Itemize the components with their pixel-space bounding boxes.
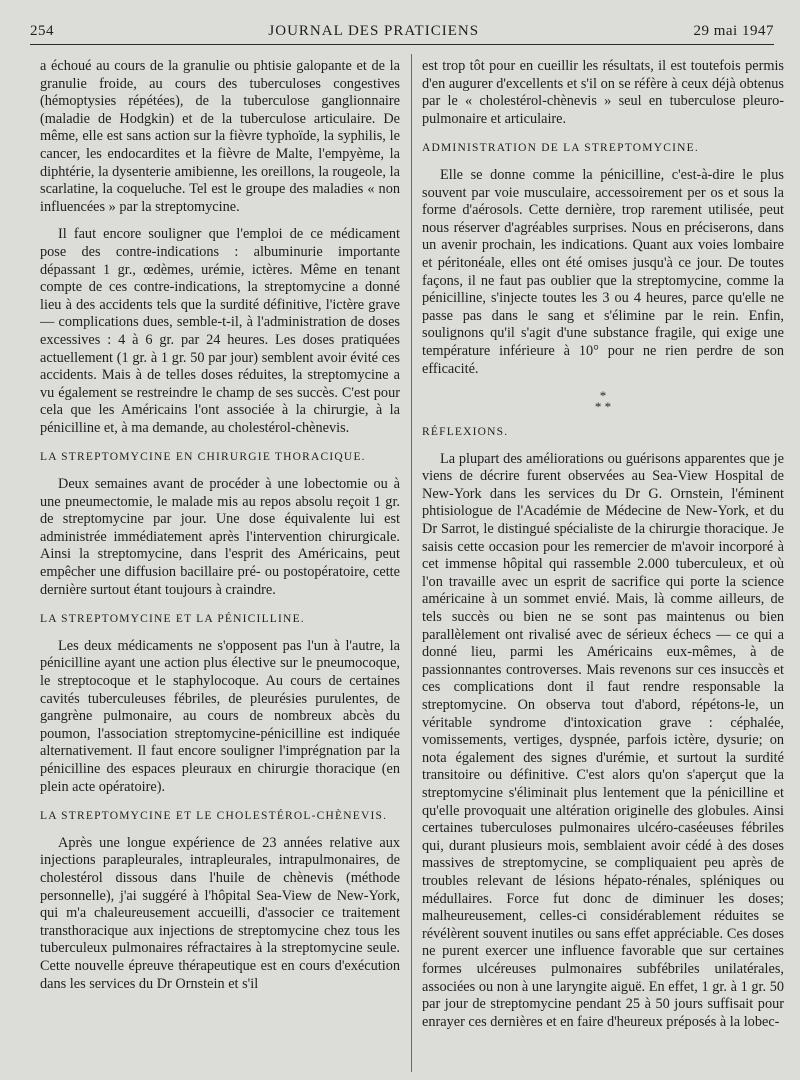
journal-title: JOURNAL DES PRATICIENS [268,22,480,39]
separator-stars: * * [594,399,612,415]
paragraph: Les deux médicaments ne s'opposent pas l'un à l'autre, la pénicilline ayant une action plus élective sur le pneumocoque, le streptocoque et le staphylocoque. Au cours de certaines cavités tuberculeuses fébriles, de pleurésies purulentes, de gangrène pulmonaire, au cours de nombreux abcès du poumon, l'association streptomycine-pénicilline est indiquée alternativement. Il faut encore souligner l'imprégnation par la pénicilline des espaces pleuraux en chirurgie thoracique (en plein acte opératoire). [40,637,400,795]
section-heading: ADMINISTRATION DE LA STREPTOMYCINE. [422,142,699,155]
separator-star: * [599,388,607,404]
paragraph: Elle se donne comme la pénicilline, c'est-à-dire le plus souvent par voie musculaire, accessoirement per os et sous la forme d'aérosols. Cette dernière, trop rarement utilisée, peut nous réserver d'agréables surprises. Nous en préciserons, dans un avenir prochain, les indications. Quant aux voies lombaire et péritonéale, elles ont été omises jusqu'à ce jour. De toutes façons, il ne faut pas oublier que la streptomycine, comme la pénicilline, s'injecte toutes les 3 ou 4 heures, parce qu'elle ne passe pas dans le sang et s'élimine par le rein. Enfin, soulignons qu'il s'agit d'une substance fragile, qui exige une température inférieure à 10° pour ne rien perdre de son efficacité. [422,166,784,377]
paragraph: Il faut encore souligner que l'emploi de ce médicament pose des contre-indications : albuminurie importante dépassant 1 gr., œdèmes, urémie, ictères. Même en tenant compte de ces contre-indications, la streptomycine a donné lieu à des accidents tels que la surdité définitive, l'ictère grave — complications dues, semble-t-il, à l'administration de doses excessives : 4 à 6 gr. par 24 heures. Les doses pratiquées actuellement (1 gr. à 1 gr. 50 par jour) semblent avoir évité ces accidents. Mais à de telles doses réduites, la streptomycine a vu également se restreindre le champ de ses succès. C'est pour cela que les Américains l'ont associée à la chirurgie, à la pénicilline et, à ma demande, au cholestérol-chènevis. [40,226,400,436]
paragraph: a échoué au cours de la granulie ou phtisie galopante et de la granulie froide, au cours des tuberculoses congestives (hémoptysies répétées), de la tuberculose ganglionnaire (maladie de Hodgkin) et de la tuberculose articulaire. De même, elle est sans action sur la fièvre typhoïde, la syphilis, le cancer, les endocardites et la fièvre de Malte, l'empyème, la diphtérie, la dysenterie amibienne, les oreillons, la rougeole, la scarlatine, la coqueluche. Tel est le groupe des maladies « non influencées » par la streptomycine. [40,58,400,215]
paragraph: Deux semaines avant de procéder à une lobectomie ou à une pneumectomie, le malade mis au repos absolu reçoit 1 gr. de streptomycine par jour. Une dose équivalente lui est administrée immédiatement après l'intervention chirurgicale. Ainsi la streptomycine, dans l'esprit des Américains, peut empêcher une diffusion bacillaire pré- ou postopératoire, cette dernière surtout étant toujours à craindre. [40,476,400,598]
page-header [30,18,774,45]
section-heading: LA STREPTOMYCINE EN CHIRURGIE THORACIQUE. [40,451,366,464]
paragraph: La plupart des améliorations ou guérisons apparentes que je viens de décrire furent observées au Sea-View Hospital de New-York dans les services du Dr G. Ornstein, l'éminent phtisiologue de l'Académie de Médecine de New-York, et du Dr Sarrot, le distingué spécialiste de la chirurgie thoracique. Je saisis cette occasion pour les remercier de m'avoir incorporé à cet immense hôpital qui rassemble 2.000 tuberculeux, et où l'on travaille avec un esprit de sacrifice qui porte la science américaine à un sommet envié. Mais, là comme ailleurs, de tels succès ou bien ne se sont pas maintenus ou bien parallèlement ont rivalisé avec de sérieux échecs — ce qui a donné lieu, parmi les Américains eux-mêmes, à de passionnantes controverses. Mais revenons sur ces insuccès et ces complications dont il faut rendre responsable la streptomycine. On observa tout d'abord, répétons-le, un véritable syndrome d'intoxication grave : céphalée, vomissements, vertiges, dyspnée, parfois ictère, dysurie; on nota également des signes d'urémie, et surtout la surdité transitoire ou définitive. C'est alors qu'on s'aperçut que la streptomycine s'éliminait plus lentement que la pénicilline et qu'elle provoquait une altération originelle des globules. Ainsi certaines tuberculoses pulmonaires ulcéro-caséeuses fébriles qui, durant plusieurs mois, semblaient avoir cédé à des doses massives de streptomycine, se compliquaient peu après de troubles relevant de lésions hépato-rénales, spléniques ou médullaires. Force fut donc de diminuer les doses; malheureusement, celles-ci considérablement réduites se révélèrent souvent inutiles ou sans effet appréciable. Ces doses ne purent exercer une influence favorable que sur certaines formes ulcéreuses pulmonaires subfébriles unilatérales, associées ou non à une laryngite aiguë. En effet, 1 gr. à 1 gr. 50 par jour de streptomycine pendant 25 à 50 jours suffisait pour enrayer ces dernières et en faire d'heureux préposés à la lobec- [422,450,784,1030]
section-heading: RÉFLEXIONS. [422,426,509,439]
section-heading: LA STREPTOMYCINE ET LE CHOLESTÉROL-CHÈNEVIS. [40,810,388,823]
right-column [422,58,784,1070]
section-heading: LA STREPTOMYCINE ET LA PÉNICILLINE. [40,613,305,626]
left-column [40,58,400,1070]
section-separator [422,388,784,415]
column-divider [411,54,412,1072]
paragraph: Après une longue expérience de 23 années relative aux injections parapleurales, intrapleurales, intrapulmonaires, de cholestérol dissous dans l'huile de chènevis (méthode personnelle), j'ai suggéré à l'hôpital Sea-View de New-York, qui m'a chaleureusement accueilli, d'associer ce traitement transthoracique aux injections de streptomycine chez tous les tuberculeux pulmonaires réfractaires à la streptomycine seule. Cette nouvelle épreuve thérapeutique est en cours d'exécution dans les services du Dr Ornstein et s'il [40,834,400,992]
page-number: 254 [30,22,54,39]
paragraph: est trop tôt pour en cueillir les résultats, il est toutefois permis d'en augurer d'excellents et s'il on se réfère à ceux déjà obtenus par le « cholestérol-chènevis » seul en tuberculose pleuro-pulmonaire et articulaire. [422,58,784,127]
issue-date: 29 mai 1947 [693,22,774,39]
